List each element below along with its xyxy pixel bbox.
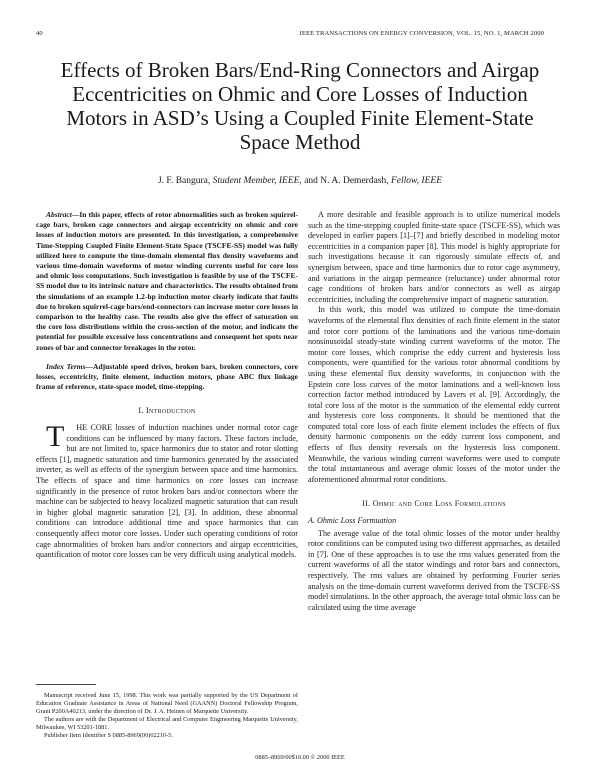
intro-paragraph-2: A more desirable and feasible approach is to utilize numerical models such as the time-stepping coupled finite-state space (TSCFE-SS), which was developed in earlier papers [1]–[7] and briefly described in modeling motor eccentricities in a companion paper [8]. This model is highly appropriate for such investigations because it can rigorously simulate effects of, and synergism between, space and time harmonics due to rotor cage asymmetry, and variations in the airgap permeance (reluctance) under abnormal rotor cage conditions of broken bars and/or connectors as well as airgap eccentricities, including the comprehensive impact of magnetic saturation. <box>308 210 560 304</box>
intro-lead: HE CORE <box>76 423 113 433</box>
author-2: and N. A. Demerdash, <box>304 176 389 186</box>
section-heading-introduction: I. Introduction <box>138 406 196 416</box>
page-number: 40 <box>36 30 43 37</box>
section-heading-loss-formulations: II. Ohmic and Core Loss Formulations <box>362 499 506 509</box>
drop-cap: T <box>46 420 65 454</box>
journal-header: IEEE TRANSACTIONS ON ENERGY CONVERSION, VOL. 15, NO. 1, MARCH 2000 <box>299 30 544 37</box>
author-line <box>40 176 560 186</box>
index-terms-text: Adjustable speed drives, broken bars, broken connectors, core losses, eccentricity, finite element, induction motors, phase ABC flux linkage frame of reference, state-space model, time-stepping. <box>36 361 299 392</box>
footnote-manuscript: Manuscript received June 15, 1998. This work was partially supported by the US Department of Education Graduate Assistance in Areas of National Need (GAANN) Doctoral Fellowship Program, Grant P200A40213, under the direction of Dr. J. A. Heinen of Marquette University. <box>36 692 298 716</box>
index-terms-label: Index Terms— <box>46 361 94 371</box>
paper-title: Effects of Broken Bars/End-Ring Connectors and Airgap Eccentricities on Ohmic and Core Losses of Induction Motors in ASD’s Using a Coupled Finite Element-State Space Method <box>60 58 540 154</box>
footnote-affiliation: The authors are with the Department of Electrical and Computer Engineering Marquette University, Milwaukee, WI 53201-1881. <box>36 716 298 732</box>
copyright-line: 0885–8969/00$10.00 © 2000 IEEE <box>255 754 345 761</box>
left-column <box>36 210 298 561</box>
right-column <box>308 210 560 613</box>
author-1-role: Student Member, IEEE, <box>212 176 302 186</box>
abstract <box>36 210 298 353</box>
intro-paragraph-1-text: losses of induction machines under normal rotor cage conditions can be influenced by many factors. These factors include, but are not limited to, space harmonics due to stator and rotor slotting effects [1], magnetic saturation and time harmonics generated by the associated inverter, as well as effects of the synergism between space and time harmonics. The effects of space and time harmonics on core losses can increase significantly in the presence of rotor broken bars and/or connectors where the machine can be subjected to heavy localized magnetic saturation that can result in higher global magnetic saturation [2], [3]. In addition, these abnormal conditions can introduce additional time and space harmonics that can consequently affect motor core losses. Under such operating conditions of rotor cage abnormalities of broken bars and/or connectors and airgap eccentricities, quantification of motor core losses can be very difficult using analytical models. <box>36 423 298 560</box>
footnote-identifier: Publisher Item Identifier S 0885-8969(00)02210-5. <box>44 732 173 740</box>
footnote <box>36 692 298 741</box>
intro-paragraph-3: In this work, this model was utilized to compute the time-domain waveforms of the elemental flux densities of each finite element in the stator and rotor core portions of the laminations and the various time-domain nonsinusoidal steady-state winding current waveforms of the motor. The motor core losses, which comprise the eddy current and hysteresis loss components, were quantified for the various rotor abnormal conditions by using these elemental flux density waveforms, in conjunction with the Epstein core loss curves of the motor laminations and a well-known loss correction factor method introduced by Lavers et al. [9]. Accordingly, the total core loss of the motor is the summation of the elemental eddy current and hysteresis core loss components. It should be mentioned that the computed total core loss of each finite element includes the effects of flux density harmonic components on the eddy current loss component, and effects of flux density reversals on the hysteresis loss component. Meanwhile, the various winding current waveforms were used to compute the total instantaneous and average ohmic losses of the motor under the aforementioned abnormal rotor conditions. <box>308 305 560 484</box>
abstract-label: Abstract— <box>46 210 80 219</box>
abstract-text: In this paper, effects of rotor abnormalities such as broken squirrel-cage bars, broken cage connectors and airgap eccentricity on ohmic and core losses of induction motors are presented. In this investigation, a comprehensive Time-Stepping Coupled Finite Element-State Space (TSCFE-SS) model was fully utilized here to compute the time-domain elemental flux density waveforms and various time-domain waveforms of motor winding currents useful for core loss and ohmic loss computations. Such investigation is feasible by use of the TSCFE-SS model due to its intrinsic nature and characteristics. The results obtained from the simulations of an example 1.2-hp induction motor clearly indicate that faults due to broken squirrel-cage bars/end-connectors can increase motor core losses in comparison to the healthy case. The results also give the effect of saturation on the core loss distributions within the cross-section of the motor, and indicate the potential for possible excessive loss concentrations and consequent hot spots near zones of bar and connector breakages in the rotor. <box>36 210 298 352</box>
author-2-role: Fellow, IEEE <box>391 176 443 186</box>
author-1: J. F. Bangura, <box>157 176 211 186</box>
index-terms <box>36 362 298 393</box>
ohmic-paragraph-1: The average value of the total ohmic losses of the motor under healthy rotor conditions can be computed using two different approaches, as detailed in [7]. One of these approaches is to use the rms values generated from the current waveforms of all the stator windings and rotor bars and connectors, respectively. The rms values are obtained by performing Fourier series analysis on the time-domain current waveforms derived from the TSCFE-SS model simulations. In the other approach, the average total ohmic loss can be calculated using the time average <box>308 528 560 612</box>
intro-paragraph-1 <box>36 420 298 561</box>
footnote-rule <box>36 684 96 685</box>
subsection-heading-ohmic-loss: A. Ohmic Loss Formuation <box>308 516 397 526</box>
